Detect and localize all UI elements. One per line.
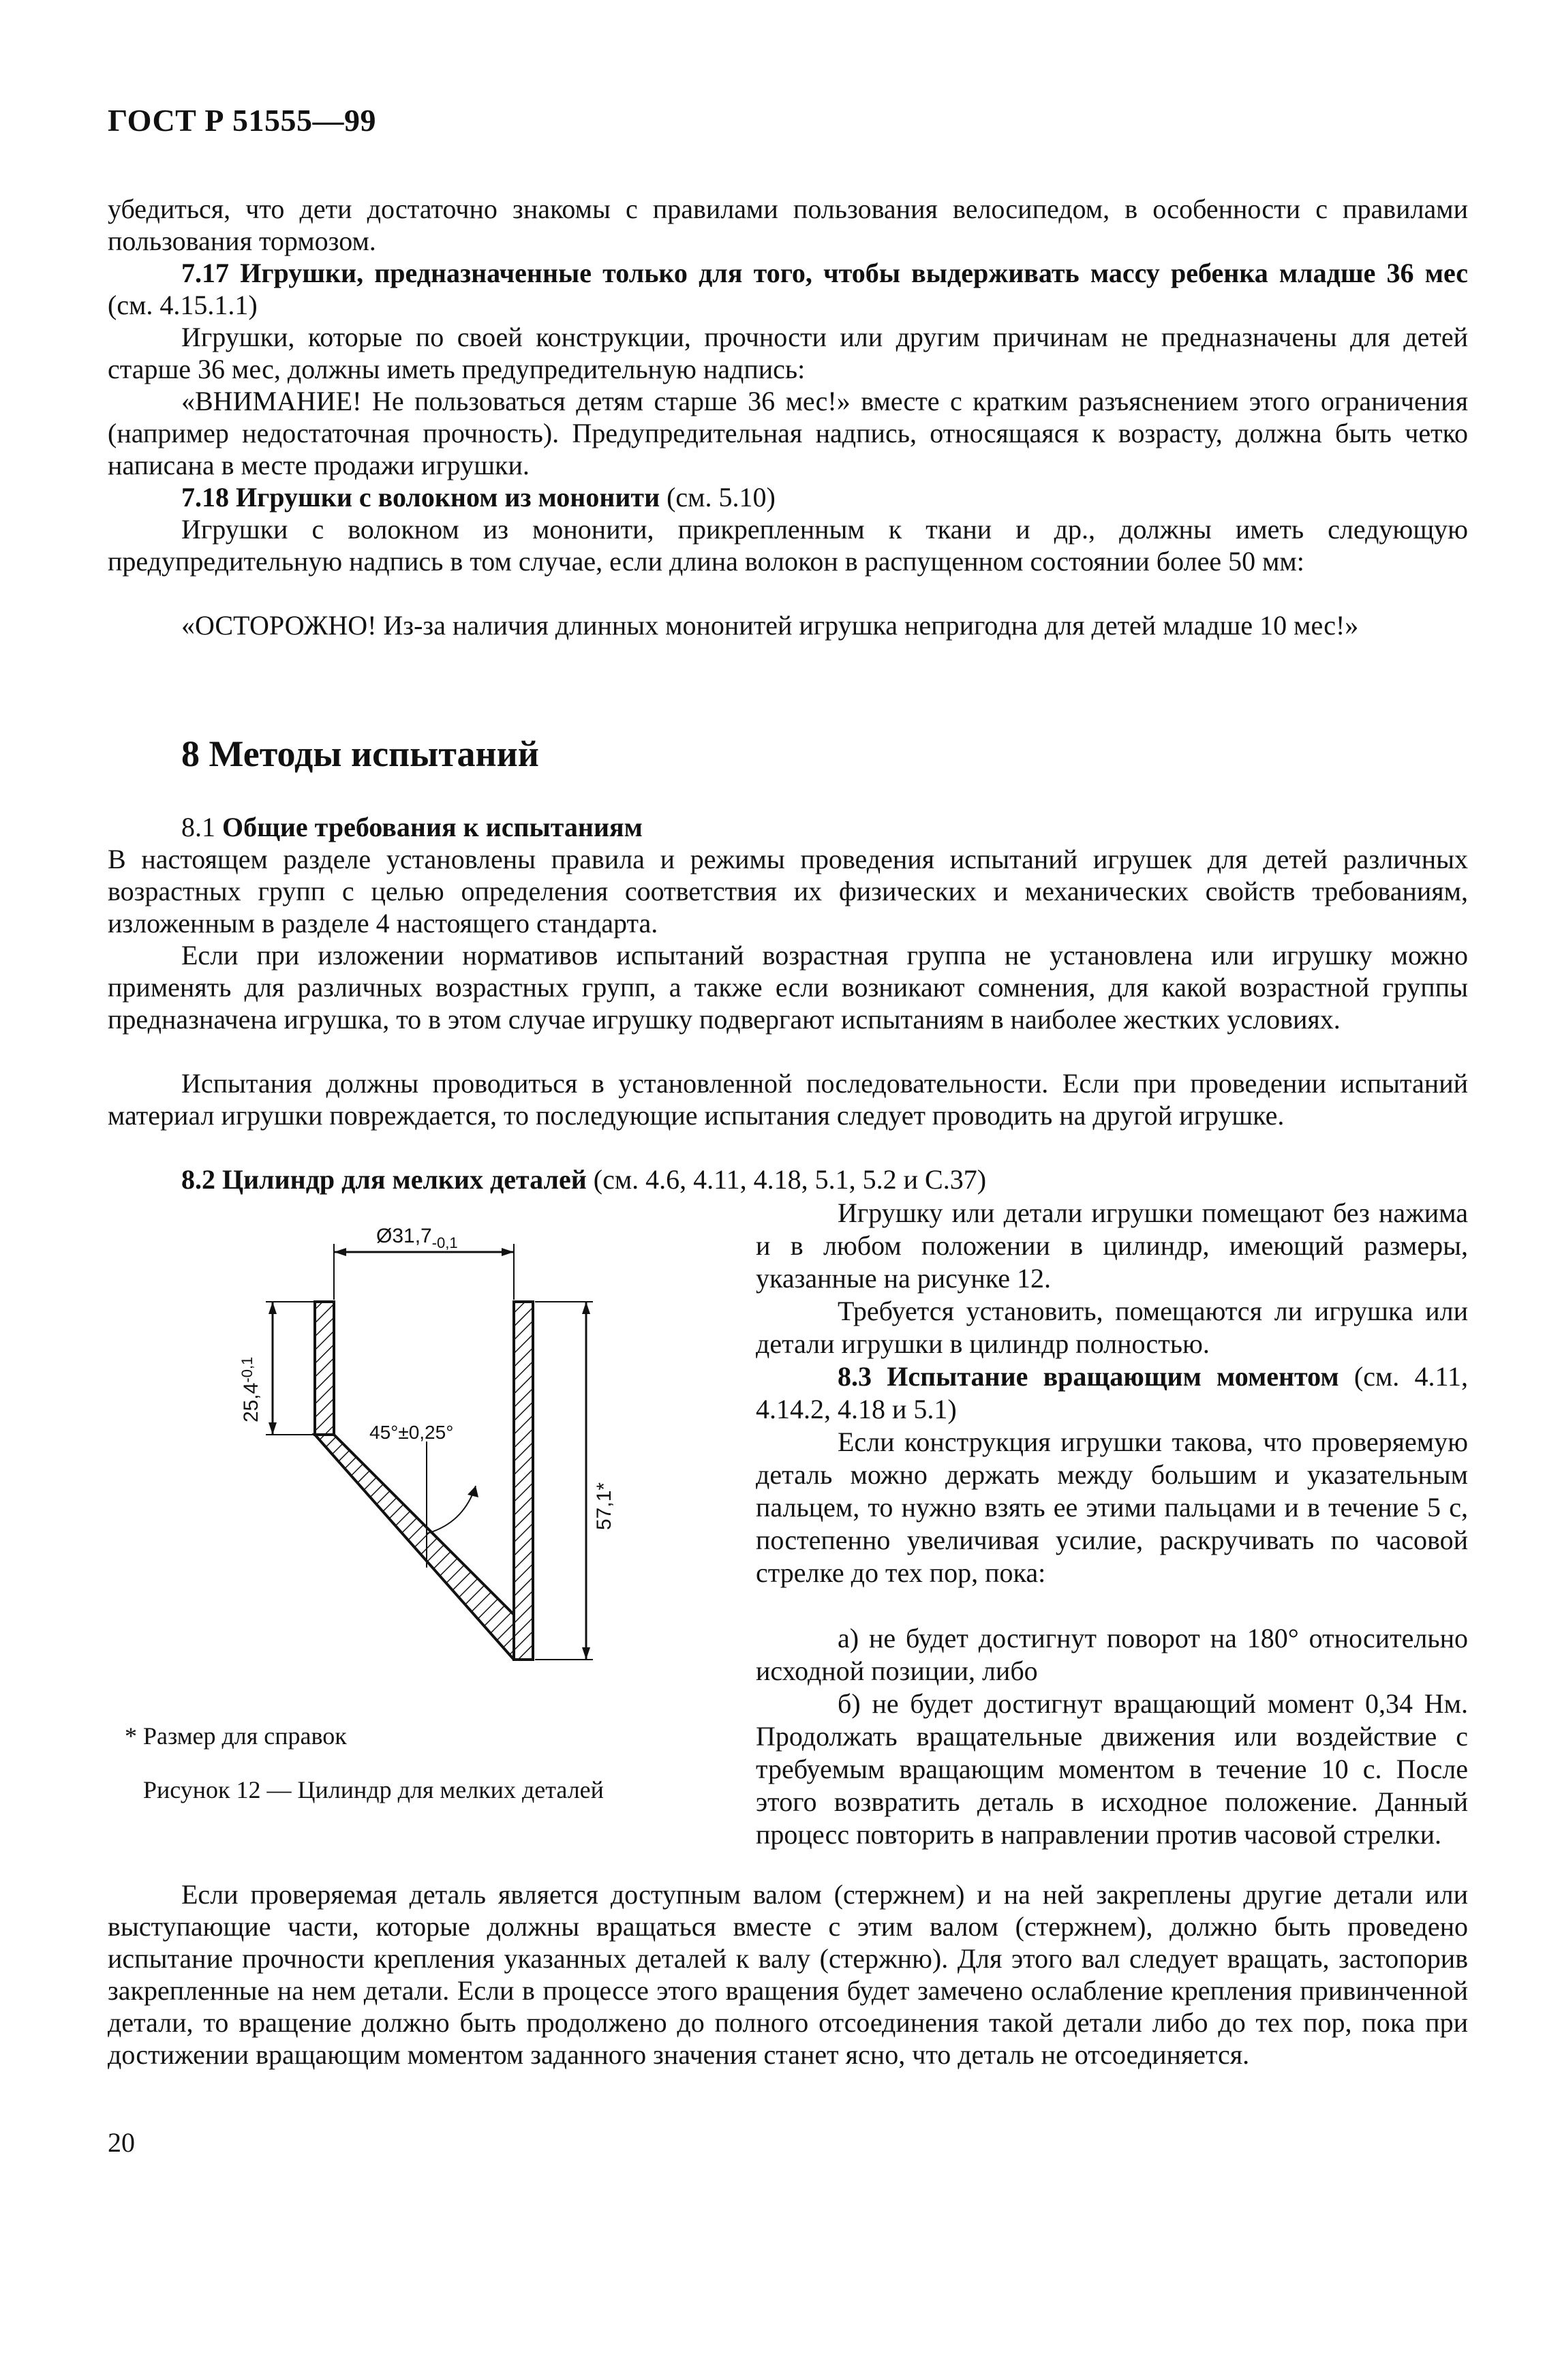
clause-number: 8.1 bbox=[181, 812, 215, 842]
clause-number: 8.3 bbox=[838, 1361, 872, 1392]
dim-label-height: $25,4^{-0,1}$ bbox=[239, 1356, 262, 1422]
clause-title: Игрушки с волокном из мононити bbox=[236, 482, 660, 513]
section-heading-8: 8 Методы испытаний bbox=[181, 733, 539, 774]
clause-8-3 bbox=[756, 1360, 1468, 1426]
dim-label-total: 57,1* bbox=[593, 1482, 615, 1530]
clause-number: 7.17 bbox=[181, 258, 229, 288]
paragraph-shaft-test: Если проверяемая деталь является доступным валом (стержнем) и на ней закреплены другие детали или выступающие части, которые должны вращаться вместе с этим валом (стержнем), должно быть проведено испытание прочности крепления указанных деталей к валу (стержню). Для этого вал следует вращать, застопорив закрепленные на нем детали. Если в процессе этого вращения будет замечено ослабление крепления привинченной детали, то вращение должно быть продолжено до полного отсоединения такой детали либо до тех пор, пока при достижении вращающим моментом заданного значения станет ясно, что деталь не отсоединяется. bbox=[108, 1879, 1468, 2070]
paragraph-warning-10: «ОСТОРОЖНО! Из-за наличия длинных мононитей игрушка непригодна для детей младше 10 мес!» bbox=[181, 610, 1359, 641]
paragraph-7-17-text: Игрушки, которые по своей конструкции, прочности или другим причинам не предназначены для детей старше 36 мес, должны иметь предупредительную надпись: bbox=[108, 322, 1468, 384]
clause-title: Испытание вращающим моментом bbox=[887, 1361, 1339, 1392]
paragraph-option-a: а) не будет достигнут поворот на 180° относительно исходной позиции, либо bbox=[756, 1623, 1468, 1686]
clause-ref: (см. 4.11, 4.14.2, 4.18 и 5.1) bbox=[756, 1361, 1469, 1424]
paragraph-8-2-check: Требуется установить, помещаются ли игрушка или детали игрушки в цилиндр полностью. bbox=[756, 1296, 1468, 1359]
paragraph-age-groups: Если при изложении нормативов испытаний возрастная группа не установлена или игрушку можно применять для различных возрастных групп, а также если возникают сомнения, для какой возрастной группы предназначена игрушка, то в этом случае игрушку подвергают испытаниям в наиболее жестких условиях. bbox=[108, 940, 1468, 1035]
clause-8-2 bbox=[108, 1163, 1468, 1195]
clause-number: 8.2 bbox=[181, 1164, 215, 1195]
clause-title: Общие требования к испытаниям bbox=[222, 812, 643, 842]
paragraph-8-3-text: Если конструкция игрушки такова, что проверяемую деталь можно держать между большим и указательным пальцем, то нужно взять ее этими пальцами и в течение 5 с, постепенно увеличивая усилие, раскручивать по часовой стрелке до тех пор, пока: bbox=[756, 1427, 1468, 1588]
dim-label-angle: 45°±0,25° bbox=[369, 1422, 454, 1443]
clause-7-17 bbox=[108, 257, 1468, 321]
figure-12-cylinder-drawing bbox=[225, 1223, 647, 1673]
cylinder-right-wall bbox=[514, 1302, 533, 1660]
figure-note: * Размер для справок bbox=[125, 1722, 347, 1750]
clause-title: Цилиндр для мелких деталей bbox=[222, 1164, 587, 1195]
cylinder-left-wall bbox=[315, 1302, 334, 1435]
page-number: 20 bbox=[108, 2127, 135, 2158]
paragraph-7-18-text: Игрушки с волокном из мононити, прикрепленным к ткани и др., должны иметь следующую предупредительную надпись в том случае, если длина волокон в распущенном состоянии более 50 мм: bbox=[108, 514, 1468, 577]
clause-title: Игрушки, предназначенные только для того, чтобы выдерживать массу ребенка младше 36 мес bbox=[240, 258, 1468, 288]
paragraph-option-b: б) не будет достигнут вращающий момент 0,34 Нм. Продолжать вращательные движения или воздействие с требуемым вращающим моментом в течение 10 с. После этого возвратить деталь в исходное положение. Данный процесс повторить в направлении против часовой стрелки. bbox=[756, 1688, 1468, 1850]
clause-ref: (см. 4.6, 4.11, 4.18, 5.1, 5.2 и С.37) bbox=[593, 1164, 987, 1195]
paragraph-8-1-text: В настоящем разделе установлены правила и режимы проведения испытаний игрушек для детей различных возрастных групп с целью определения соответствия их физических и механических свойств требованиям, изложенным в разделе 4 настоящего стандарта. bbox=[108, 844, 1468, 939]
paragraph-8-2-text: Игрушку или детали игрушки помещают без нажима и в любом положении в цилиндр, имеющий размеры, указанные на рисунке 12. bbox=[756, 1197, 1468, 1294]
clause-8-1 bbox=[108, 811, 1468, 843]
clause-7-18 bbox=[108, 481, 1468, 513]
paragraph-warning-36: «ВНИМАНИЕ! Не пользоваться детям старше 36 мес!» вместе с кратким разъяснением этого ограничения (например недостаточная прочность). Предупредительная надпись, относящаяся к возрасту, должна быть четко написана в месте продажи игрушки. bbox=[108, 386, 1468, 480]
cylinder-slanted-wall bbox=[315, 1435, 533, 1660]
document-header: ГОСТ Р 51555—99 bbox=[108, 103, 376, 138]
paragraph-sequence: Испытания должны проводиться в установленной последовательности. Если при проведении испытаний материал игрушки повреждается, то последующие испытания следует проводить на другой игрушке. bbox=[108, 1068, 1468, 1131]
clause-number: 7.18 bbox=[181, 482, 229, 513]
dim-label-diameter: $Ø31,7_{-0,1}$ bbox=[376, 1225, 458, 1251]
clause-ref: (см. 4.15.1.1) bbox=[108, 290, 258, 320]
paragraph-bicycle: убедиться, что дети достаточно знакомы с правилами пользования велосипедом, в особенности с правилами пользования тормозом. bbox=[108, 194, 1468, 256]
figure-caption: Рисунок 12 — Цилиндр для мелких деталей bbox=[143, 1776, 604, 1803]
clause-ref: (см. 5.10) bbox=[667, 482, 776, 513]
